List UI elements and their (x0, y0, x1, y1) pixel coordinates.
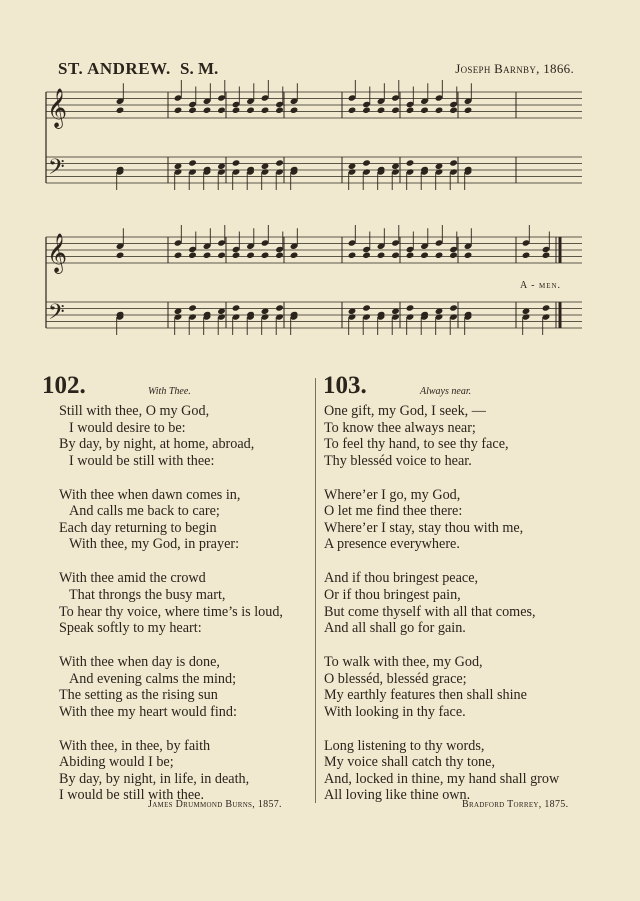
verse-line: My earthly features then shall shine (324, 687, 527, 704)
note-head (203, 107, 212, 114)
note-head (420, 252, 429, 259)
note-head (362, 304, 371, 311)
verse-line: My voice shall catch thy tone, (324, 754, 495, 771)
verse-line: Where’er I stay, stay thou with me, (324, 519, 524, 536)
verse-line: And if thou bringest peace, (324, 570, 479, 587)
note-head (261, 252, 270, 259)
verse-line: And all shall go for gain. (324, 620, 466, 637)
note-head (362, 252, 371, 259)
stanza (59, 487, 283, 553)
note-head (377, 107, 386, 114)
verse-line: By day, by night, at home, abroad, (59, 436, 255, 453)
note-head (174, 107, 183, 114)
note-head (232, 159, 241, 166)
hymn-subtitle-103: Always near. (420, 386, 472, 397)
note-head (275, 159, 284, 166)
stanza (324, 487, 559, 553)
hymn-102-verses (59, 403, 283, 821)
note-head (420, 107, 429, 114)
verse-line: With thee amid the crowd (59, 570, 206, 587)
note-head (290, 252, 299, 259)
verse-line: To know thee always near; (324, 419, 476, 436)
note-head (406, 304, 415, 311)
note-head (232, 252, 241, 259)
note-head (188, 252, 197, 259)
note-head (275, 107, 284, 114)
tune-title: ST. ANDREW. (58, 59, 171, 78)
note-head (464, 252, 473, 259)
note-head (116, 107, 125, 114)
note-head (522, 252, 531, 259)
note-head (542, 252, 551, 259)
note-head (406, 252, 415, 259)
note-head (188, 304, 197, 311)
verse-line: Long listening to thy words, (324, 737, 485, 754)
verse-line: Where’er I go, my God, (324, 486, 461, 503)
hymn-103-verses (324, 403, 559, 821)
verse-line: I would be still with thee: (69, 452, 215, 469)
bass-clef: 𝄢 (48, 155, 65, 185)
stanza (324, 403, 559, 469)
note-head (464, 107, 473, 114)
note-head (116, 252, 125, 259)
verse-line: And evening calms the mind; (69, 670, 237, 687)
stanza (324, 654, 559, 720)
hymn-number-103: 103. (323, 372, 367, 399)
verse-line: I would be still with thee. (59, 787, 205, 804)
verse-line: To walk with thee, my God, (324, 654, 483, 671)
verse-line: With looking in thy face. (324, 703, 466, 720)
tune-composer: Joseph Barnby, 1866. (455, 61, 574, 76)
note-head (406, 159, 415, 166)
note-head (391, 252, 400, 259)
bass-clef: 𝄢 (48, 300, 65, 330)
note-head (362, 107, 371, 114)
verse-line: Abiding would I be; (59, 754, 174, 771)
stanza (324, 738, 559, 804)
stanza (324, 570, 559, 636)
verse-line: With thee when dawn comes in, (59, 486, 241, 503)
treble-clef: 𝄞 (47, 233, 68, 273)
note-head (435, 107, 444, 114)
note-head (188, 107, 197, 114)
verse-line: And, locked in thine, my hand shall grow (324, 770, 560, 787)
note-head (377, 252, 386, 259)
stanza (59, 654, 283, 720)
stanza (59, 738, 283, 804)
note-head (449, 159, 458, 166)
verse-line: A presence everywhere. (324, 536, 460, 553)
note-head (391, 107, 400, 114)
note-head (449, 107, 458, 114)
verse-line: O let me find thee there: (324, 503, 463, 520)
note-head (275, 252, 284, 259)
hymn-subtitle-102: With Thee. (148, 386, 191, 397)
sheet-music (0, 0, 640, 360)
note-head (348, 252, 357, 259)
verse-line: The setting as the rising sun (59, 687, 218, 704)
note-head (348, 107, 357, 114)
verse-line: To feel thy hand, to see thy face, (324, 436, 509, 453)
verse-line: By day, by night, in life, in death, (59, 770, 250, 787)
amen-lyric: A - men. (520, 280, 562, 291)
note-head (261, 107, 270, 114)
verse-line: O blesséd, blesséd grace; (324, 670, 467, 687)
note-head (203, 252, 212, 259)
verse-line: One gift, my God, I seek, — (324, 403, 486, 419)
note-head (188, 159, 197, 166)
verse-line: With thee, my God, in prayer: (69, 536, 240, 553)
note-head (449, 252, 458, 259)
verse-line: Still with thee, O my God, (59, 403, 210, 419)
verse-line: Each day returning to begin (59, 519, 217, 536)
verse-line: Or if thou bringest pain, (324, 586, 461, 603)
note-head (362, 159, 371, 166)
note-head (232, 304, 241, 311)
verse-line: And calls me back to care; (69, 503, 220, 520)
note-head (406, 107, 415, 114)
note-head (290, 107, 299, 114)
column-divider (315, 378, 316, 803)
note-head (232, 107, 241, 114)
stanza (59, 570, 283, 636)
note-head (246, 107, 255, 114)
note-head (217, 107, 226, 114)
note-head (217, 252, 226, 259)
note-head (542, 304, 551, 311)
verse-line: With thee when day is done, (59, 654, 220, 671)
tune-meter: S. M. (180, 59, 219, 78)
note-head (449, 304, 458, 311)
verse-line: Thy blesséd voice to hear. (324, 452, 472, 469)
verse-line: Speak softly to my heart: (59, 620, 202, 637)
verse-line: But come thyself with all that comes, (324, 603, 536, 620)
note-head (435, 252, 444, 259)
verse-line: To hear thy voice, where time’s is loud, (59, 603, 283, 620)
hymn-103-author: Bradford Torrey, 1875. (462, 799, 569, 810)
verse-line: With thee, in thee, by faith (59, 737, 211, 754)
note-head (174, 252, 183, 259)
verse-line: With thee my heart would find: (59, 703, 237, 720)
verse-line: That throngs the busy mart, (69, 586, 226, 603)
verse-line: I would desire to be: (69, 419, 186, 436)
verse-line: All loving like thine own. (324, 787, 471, 804)
treble-clef: 𝄞 (47, 88, 68, 128)
hymn-102-author: James Drummond Burns, 1857. (148, 799, 282, 810)
hymn-number-102: 102. (42, 372, 86, 399)
stanza (59, 403, 283, 469)
note-head (275, 304, 284, 311)
note-head (246, 252, 255, 259)
